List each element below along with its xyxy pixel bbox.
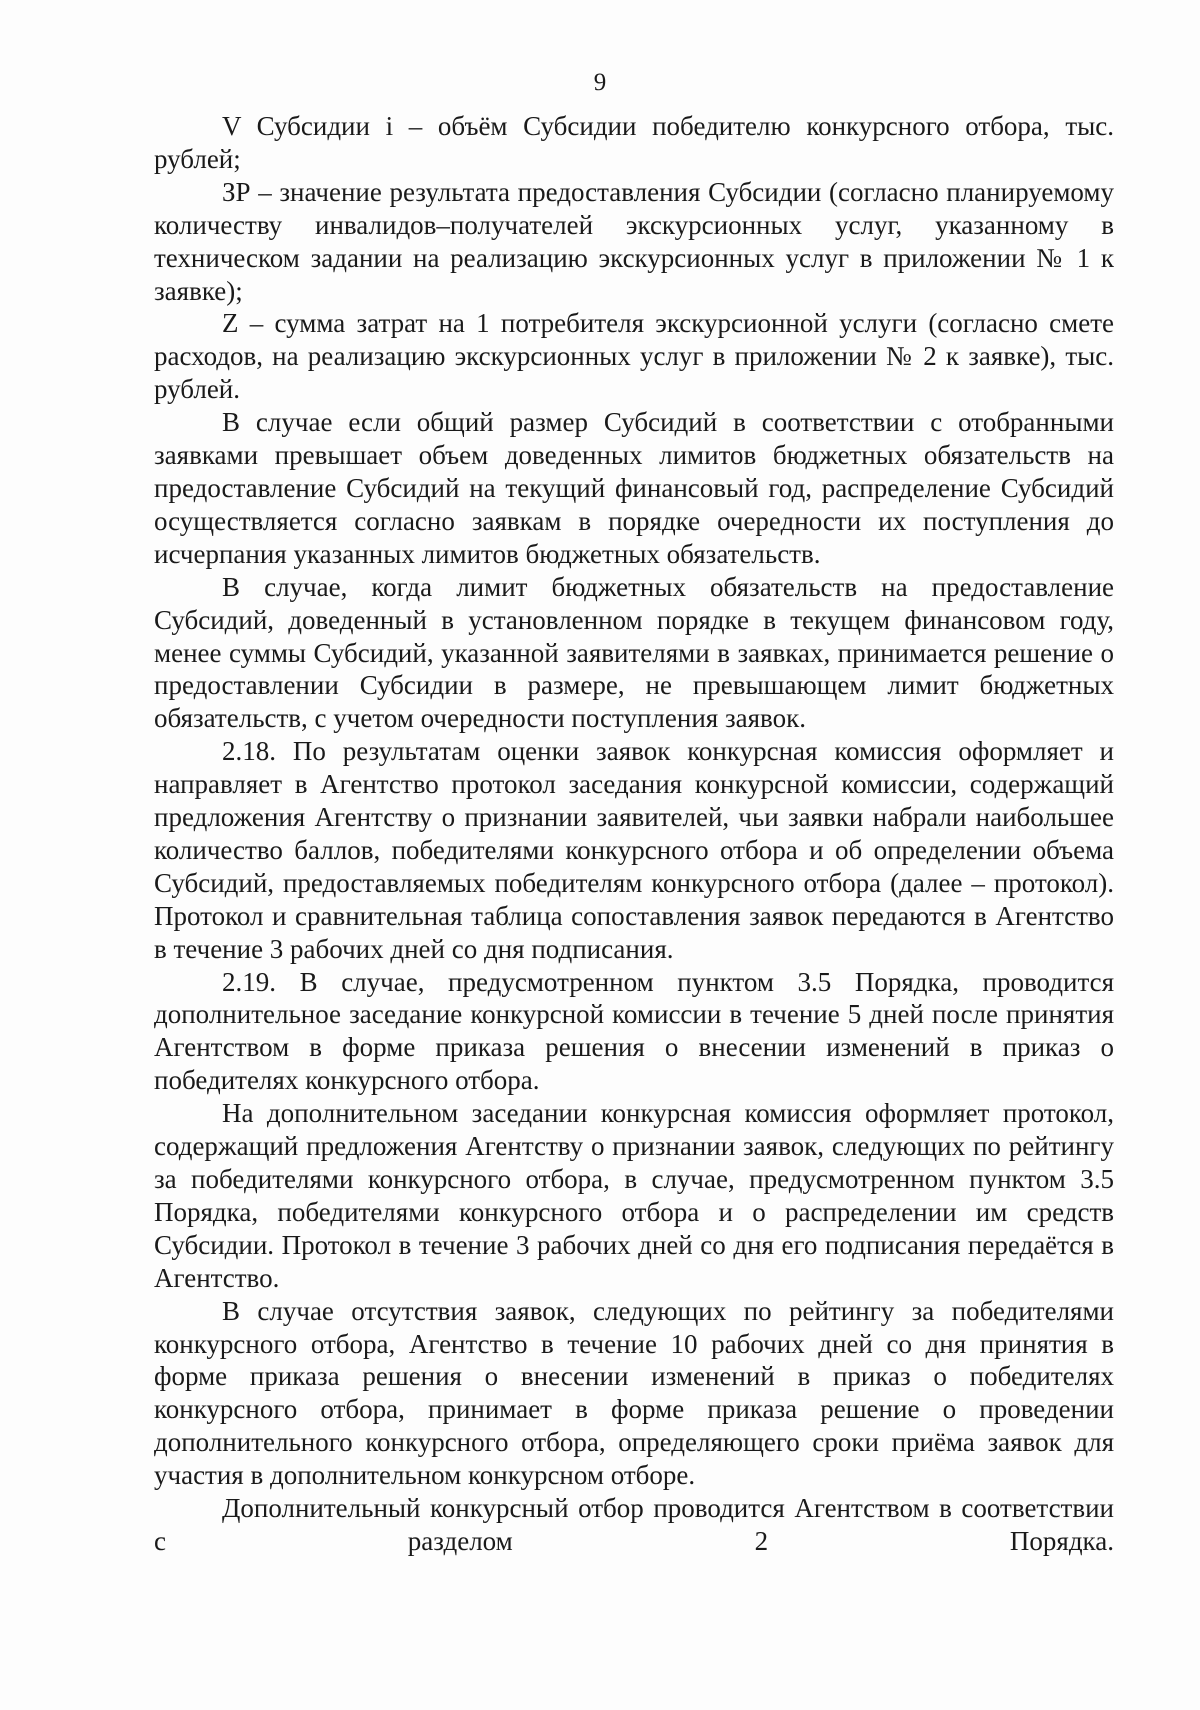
paragraph-additional-meeting: На дополнительном заседании конкурсная комиссия оформляет протокол, содержащий предложения Агентству о признании заявок, следующих по рейтингу за победителями конкурсного отбора, в случае, предусмотренном пунктом 3.5 Порядка, победителями конкурсного отбора и о распределении им средств Субсидии. Протокол в течение 3 рабочих дней со дня его подписания передаётся в Агентство.	[154, 1098, 1114, 1293]
paragraph-limit-exceeded: В случае если общий размер Субсидий в соответствии с отобранными заявками превышает объем доведенных лимитов бюджетных обязательств на предоставление Субсидий на текущий финансовый год, распределение Субсидий осуществляется согласно заявкам в порядке очередности их поступления до исчерпания указанных лимитов бюджетных обязательств.	[154, 407, 1114, 569]
paragraph-zr-definition: ЗР – значение результата предоставления Субсидии (согласно планируемому количеству инвалидов–получателей экскурсионных услуг, указанному в техническом задании на реализацию экскурсионных услуг в приложении № 1 к заявке);	[154, 176, 1114, 306]
paragraph-additional-selection: Дополнительный конкурсный отбор проводится Агентством в соответствии с разделом 2 Порядка.	[154, 1493, 1114, 1556]
paragraph-clause-2-19: 2.19. В случае, предусмотренном пунктом 3.5 Порядка, проводится дополнительное заседание конкурсной комиссии в течение 5 дней после принятия Агентством в форме приказа решения о внесении изменений в приказ о победителях конкурсного отбора.	[154, 966, 1114, 1096]
paragraph-v-subsidy-definition: V Субсидии i – объём Субсидии победителю конкурсного отбора, тыс. рублей;	[154, 111, 1114, 174]
paragraph-z-definition: Z – сумма затрат на 1 потребителя экскурсионной услуги (согласно смете расходов, на реализацию экскурсионных услуг в приложении № 2 к заявке), тыс. рублей.	[154, 308, 1114, 405]
paragraph-limit-insufficient: В случае, когда лимит бюджетных обязательств на предоставление Субсидий, доведенный в установленном порядке в текущем финансовом году, менее суммы Субсидий, указанной заявителями в заявках, принимается решение о предоставлении Субсидии в размере, не превышающем лимит бюджетных обязательств, с учетом очередности поступления заявок.	[154, 571, 1114, 734]
page-number: 9	[593, 69, 607, 96]
paragraph-clause-2-18: 2.18. По результатам оценки заявок конкурсная комиссия оформляет и направляет в Агентство протокол заседания конкурсной комиссии, содержащий предложения Агентству о признании заявителей, чьи заявки набрали наибольшее количество баллов, победителями конкурсного отбора и об определении объема Субсидий, предоставляемых победителям конкурсного отбора (далее – протокол). Протокол и сравнительная таблица сопоставления заявок передаются в Агентство в течение 3 рабочих дней со дня подписания.	[154, 736, 1114, 964]
document-body	[154, 110, 1114, 1558]
paragraph-no-applications: В случае отсутствия заявок, следующих по рейтингу за победителями конкурсного отбора, Агентство в течение 10 рабочих дней со дня принятия в форме приказа решения о внесении изменений в приказ о победителях конкурсного отбора, принимает в форме приказа решение о проведении дополнительного конкурсного отбора, определяющего сроки приёма заявок для участия в дополнительном конкурсном отборе.	[154, 1295, 1114, 1491]
